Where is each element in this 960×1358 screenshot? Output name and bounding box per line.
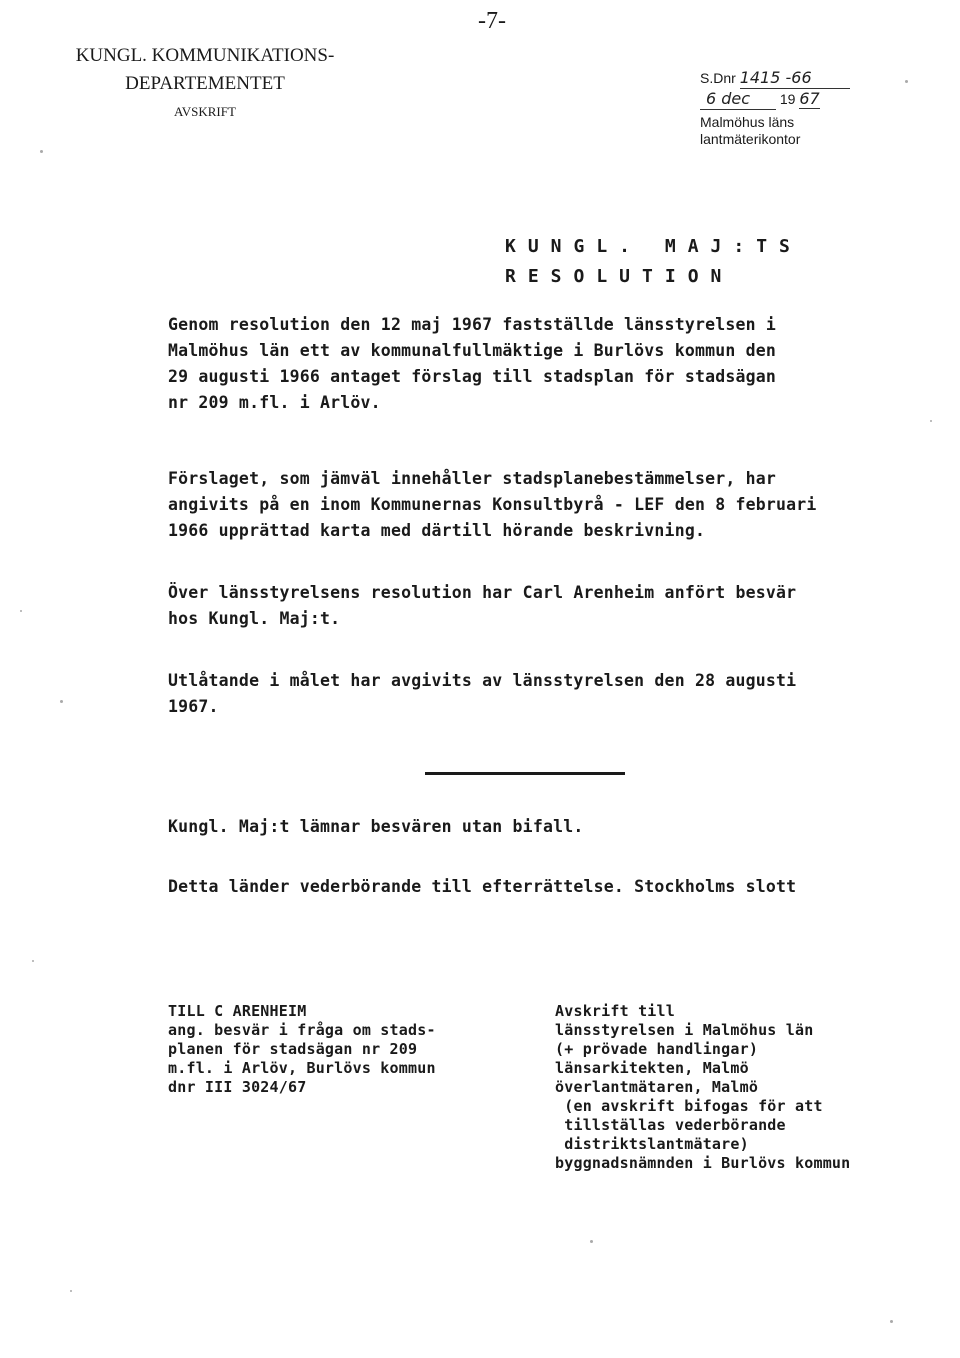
registration-stamp bbox=[700, 68, 850, 148]
paragraph-4: Utlåtande i målet har avgivits av länsstyrelsen den 28 augusti 1967. bbox=[168, 671, 797, 716]
dnr-prefix: S.Dnr bbox=[700, 70, 736, 86]
office-line-2: lantmäterikontor bbox=[700, 131, 801, 147]
speckle bbox=[930, 420, 932, 422]
department-heading bbox=[60, 42, 350, 126]
received-date-row bbox=[700, 89, 850, 110]
office-line-1: Malmöhus läns bbox=[700, 114, 795, 130]
decision-text: Kungl. Maj:t lämnar besvären utan bifall. bbox=[168, 817, 584, 836]
title-line-2: RESOLUTION bbox=[505, 266, 734, 287]
speckle bbox=[70, 1290, 72, 1292]
speckle bbox=[590, 1240, 593, 1243]
office-name bbox=[700, 114, 850, 148]
page-number: -7- bbox=[478, 8, 506, 34]
received-year: 67 bbox=[799, 89, 820, 108]
speckle bbox=[60, 700, 63, 703]
paragraph-2: Förslaget, som jämväl innehåller stadsplanebestämmelser, har angivits på en inom Kommunernas Konsultbyrå - LEF den 8 februari 1966 upprättad karta med därtill hörande beskrivning. bbox=[168, 469, 817, 540]
resolution-title bbox=[505, 232, 802, 292]
notice-text: Detta länder vederbörande till efterrättelse. Stockholms slott bbox=[168, 877, 797, 896]
dnr-row bbox=[700, 68, 850, 89]
paragraph-1: Genom resolution den 12 maj 1967 fastställde länsstyrelsen i Malmöhus län ett av kommunalfullmäktige i Burlövs kommun den 29 augusti 1966 antaget förslag till stadsplan för stadsägan nr 209 m.fl. i Arlöv. bbox=[168, 315, 777, 412]
dnr-value: 1415 -66 bbox=[740, 68, 850, 89]
received-date: 6 dec bbox=[700, 89, 776, 110]
department-line-1: KUNGL. KOMMUNIKATIONS- bbox=[75, 45, 335, 66]
copy-label: AVSKRIFT bbox=[174, 104, 236, 119]
recipient-block: TILL C ARENHEIM ang. besvär i fråga om stads- planen för stadsägan nr 209 m.fl. i Arlöv, Burlövs kommun dnr III 3024/67 bbox=[168, 1002, 436, 1096]
paragraph-3: Över länsstyrelsens resolution har Carl Arenheim anfört besvär hos Kungl. Maj:t. bbox=[168, 583, 797, 628]
department-line-2: DEPARTEMENTET bbox=[125, 73, 285, 94]
speckle bbox=[40, 150, 43, 153]
section-divider bbox=[425, 772, 625, 775]
speckle bbox=[20, 610, 22, 612]
title-line-1: KUNGL. MAJ:TS bbox=[505, 236, 802, 257]
speckle bbox=[890, 1320, 893, 1323]
speckle bbox=[905, 80, 908, 83]
speckle bbox=[32, 960, 34, 962]
copies-distribution-block: Avskrift till länsstyrelsen i Malmöhus län (+ prövade handlingar) länsarkitekten, Malmö överlantmätaren, Malmö (en avskrift bifogas för att tillställas vederbörande distriktslantmätare) byggnadsnämnden i Burlövs kommun bbox=[555, 1002, 851, 1172]
received-year-prefix: 19 bbox=[779, 91, 796, 107]
